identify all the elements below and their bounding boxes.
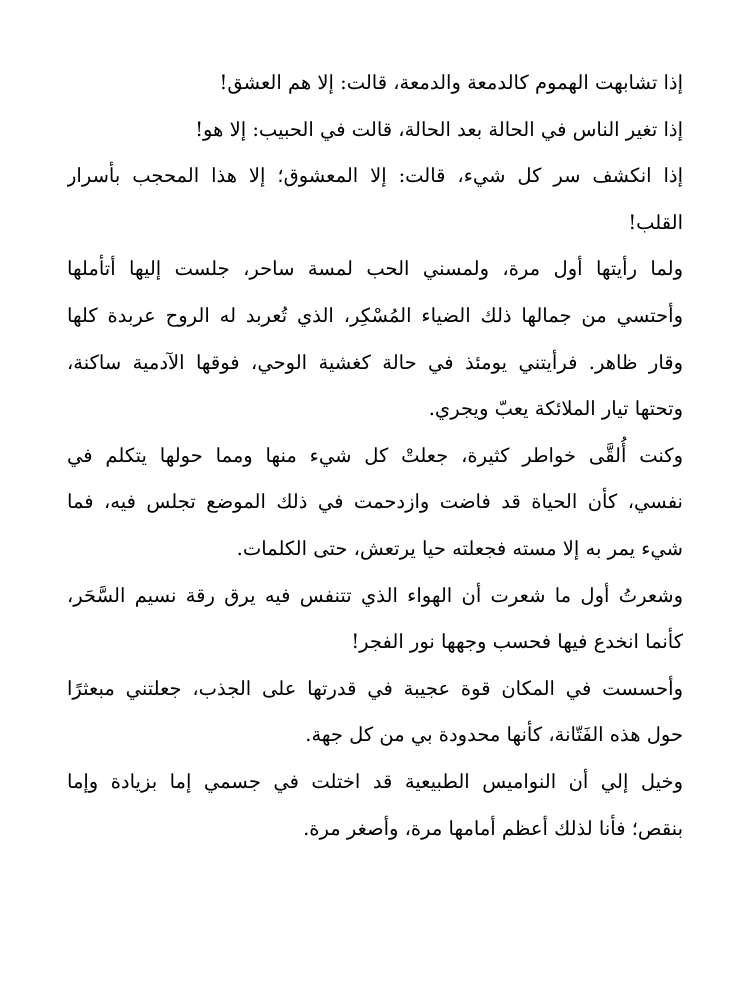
text-line: ولما رأيتها أول مرة، ولمسني الحب لمسة ساحر، جلست إليها أتأملها xyxy=(67,257,683,281)
text-line: وأحتسي من جمالها ذلك الضياء المُسْكِر، الذي تُعربد له الروح عربدة كلها xyxy=(67,303,683,327)
text-line: وخيل إلي أن النواميس الطبيعية قد اختلت في جسمي إما بزيادة وإما xyxy=(67,769,683,793)
text-line: إذا تشابهت الهموم كالدمعة والدمعة، قالت: إلا هم العشق! xyxy=(219,71,683,94)
text-line: وتحتها تيار الملائكة يعبّ ويجري. xyxy=(428,397,683,421)
text-line: وقار ظاهر. فرأيتني يومئذ في حالة كغشية الوحي، فوقها الآدمية ساكنة، xyxy=(67,350,683,374)
text-line: إذا تغير الناس في الحالة بعد الحالة، قالت في الحبيب: إلا هو! xyxy=(195,117,683,141)
text-line: حول هذه الفَتّانة، كأنها محدودة بي من كل جهة. xyxy=(305,723,683,747)
text-line: وشعرتُ أول ما شعرت أن الهواء الذي تتنفس فيه يرق رقة نسيم السَّحَر، xyxy=(67,583,683,607)
text-line: القلب! xyxy=(628,210,683,234)
text-line: وأحسست في المكان قوة عجيبة في قدرتها على الجذب، جعلتني مبعثرًا xyxy=(67,676,683,700)
text-line: بنقص؛ فأنا لذلك أعظم أمامها مرة، وأصغر مرة. xyxy=(303,816,683,840)
text-line: إذا انكشف سر كل شيء، قالت: إلا المعشوق؛ إلا هذا المحجب بأسرار xyxy=(67,164,683,188)
text-line: كأنما انخدع فيها فحسب وجهها نور الفجر! xyxy=(351,630,683,654)
text-line: شيء يمر به إلا مسته فجعلته حيا يرتعش، حتى الكلمات. xyxy=(236,536,683,560)
text-line: وكنت أُلقَّى خواطر كثيرة، جعلتْ كل شيء منها ومما حولها يتكلم في xyxy=(67,443,683,467)
document-body xyxy=(67,60,683,852)
text-line: نفسي، كأن الحياة قد فاضت وازدحمت في ذلك الموضع تجلس فيه، فما xyxy=(67,490,683,514)
